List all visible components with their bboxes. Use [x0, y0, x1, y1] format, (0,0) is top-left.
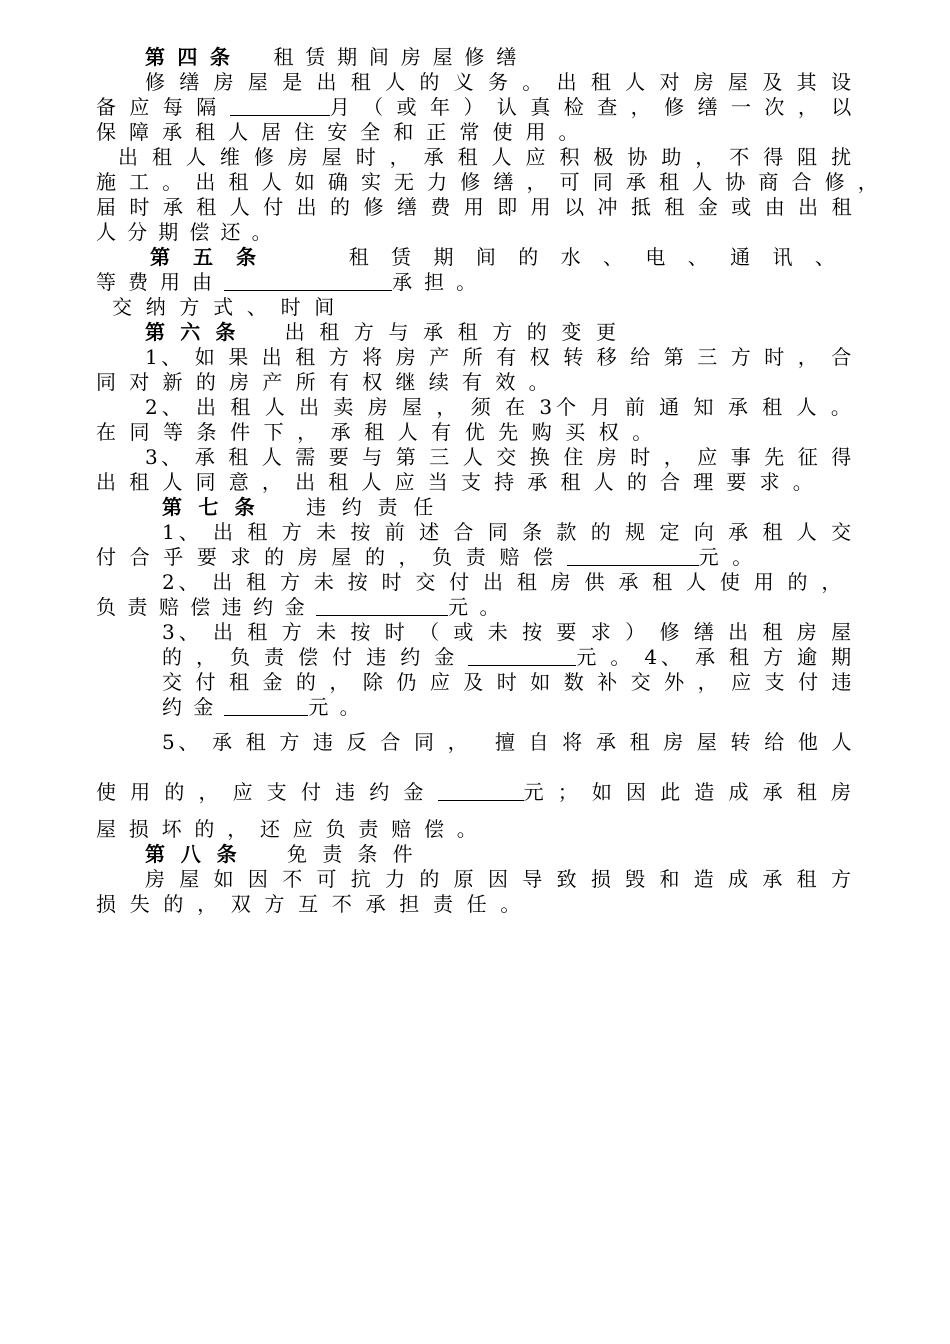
article-7-item3-line2 [162, 645, 855, 669]
line-text: 房 屋 如 因 不 可 抗 力 的 原 因 导 致 损 毁 和 造 成 承 租 方 [145, 867, 855, 891]
line-text: 1、 如 果 出 租 方 将 房 产 所 有 权 转 移 给 第 三 方 时 ， 合 [145, 345, 855, 369]
article-4-p2-line4 [96, 220, 274, 244]
article-5-line3 [112, 295, 338, 319]
article-5-line2 [96, 270, 479, 294]
line-text: 付 合 乎 要 求 的 房 屋 的 ， 负 责 赔 偿 [96, 545, 567, 569]
article-6-item2-line2 [96, 420, 656, 444]
line-text: 出 租 人 同 意 ， 出 租 人 应 当 支 持 承 租 人 的 合 理 要 求 。 [96, 470, 817, 494]
line-text: 5、 承 租 方 违 反 合 同 ， 擅 自 将 承 租 房 屋 转 给 他 人 [162, 730, 856, 754]
line-text: 负 责 赔 偿 违 约 金 [96, 595, 317, 619]
article-6-item3-line1 [145, 445, 855, 469]
line-text-after-blank: 元 。 4、 承 租 方 逾 期 [576, 645, 856, 669]
article-title: 租 赁 期 间 房 屋 修 缮 [232, 45, 519, 69]
article-7-item5-line2 [96, 780, 855, 804]
line-text: 使 用 的 ， 应 支 付 违 约 金 [96, 780, 438, 804]
line-text-after-blank: 元 ； 如 因 此 造 成 承 租 房 [523, 780, 855, 804]
article-number: 第 六 条 [145, 320, 240, 344]
line-text-after-blank: 承 担 。 [392, 270, 479, 294]
article-4-p1-line1 [145, 70, 855, 94]
line-text: 的 ， 负 责 偿 付 违 约 金 [162, 645, 469, 669]
article-title: 租 赁 期 间 的 水 、 电 、 通 讯 、 [263, 245, 843, 269]
line-text: 备 应 每 隔 [96, 95, 230, 119]
article-title: 违 约 责 任 [259, 495, 438, 519]
line-text: 屋 损 坏 的 ， 还 应 负 责 赔 偿 。 [96, 817, 480, 841]
line-text: 修 缮 房 屋 是 出 租 人 的 义 务 。 出 租 人 对 房 屋 及 其 设 [145, 70, 855, 94]
line-text: 约 金 [162, 695, 225, 719]
article-4-heading [145, 45, 519, 69]
article-4-p2-line1 [118, 145, 855, 169]
line-text: 2、 出 租 人 出 卖 房 屋 ， 须 在 3个 月 前 通 知 承 租 人 。 [145, 395, 855, 419]
line-text: 损 失 的 ， 双 方 互 不 承 担 责 任 。 [96, 892, 525, 916]
article-7-item4-line1 [162, 670, 855, 694]
article-6-item1-line2 [96, 370, 552, 394]
article-6-heading [145, 320, 620, 344]
article-title: 免 责 条 件 [241, 842, 418, 866]
line-text: 施 工 。 出 租 人 如 确 实 无 力 修 缮 ， 可 同 承 租 人 协 商 合 修 ， [96, 170, 882, 194]
line-text: 届 时 承 租 人 付 出 的 修 缮 费 用 即 用 以 冲 抵 租 金 或 由 出 租 [96, 195, 856, 219]
article-number: 第 八 条 [145, 842, 242, 866]
fill-in-blank[interactable] [230, 97, 330, 116]
article-number: 第 七 条 [162, 495, 260, 519]
fill-in-blank[interactable] [224, 697, 308, 716]
article-5-heading [150, 245, 843, 269]
article-4-p1-line2 [96, 95, 855, 119]
article-7-item2-line2 [96, 595, 502, 619]
line-text: 同 对 新 的 房 产 所 有 权 继 续 有 效 。 [96, 370, 553, 394]
fill-in-blank[interactable] [224, 272, 392, 291]
article-number: 第 四 条 [145, 45, 233, 69]
article-4-p1-line3 [96, 120, 582, 144]
article-7-item5-line1 [162, 730, 855, 754]
fill-in-blank[interactable] [438, 782, 524, 801]
line-text-after-blank: 元 。 [308, 695, 363, 719]
article-4-p2-line3 [96, 195, 855, 219]
article-title: 出 租 方 与 承 租 方 的 变 更 [239, 320, 621, 344]
article-7-item1-line1 [162, 520, 855, 544]
article-8-line1 [145, 867, 855, 891]
line-text: 3、 承 租 人 需 要 与 第 三 人 交 换 住 房 时 ， 应 事 先 征 得 [145, 445, 855, 469]
line-text: 交 纳 方 式 、 时 间 [112, 295, 338, 319]
article-number: 第 五 条 [150, 245, 264, 269]
line-text: 人 分 期 偿 还 。 [96, 220, 274, 244]
line-text: 保 障 承 租 人 居 住 安 全 和 正 常 使 用 。 [96, 120, 582, 144]
article-6-item1-line1 [145, 345, 855, 369]
article-7-item2-line1 [162, 570, 845, 594]
line-text-after-blank: 元 。 [448, 595, 503, 619]
fill-in-blank[interactable] [468, 647, 576, 666]
line-text: 在 同 等 条 件 下 ， 承 租 人 有 优 先 购 买 权 。 [96, 420, 656, 444]
fill-in-blank[interactable] [316, 597, 448, 616]
fill-in-blank[interactable] [567, 547, 699, 566]
article-4-p2-line2 [96, 170, 881, 194]
article-7-item1-line2 [96, 545, 756, 569]
article-6-item3-line2 [96, 470, 816, 494]
article-6-item2-line1 [145, 395, 855, 419]
article-7-item3-line1 [162, 620, 855, 644]
line-text: 3、 出 租 方 未 按 时 （ 或 未 按 要 求 ） 修 缮 出 租 房 屋 [162, 620, 856, 644]
line-text: 出 租 人 维 修 房 屋 时 ， 承 租 人 应 积 极 协 助 ， 不 得 阻 扰 [118, 145, 855, 169]
line-text: 2、 出 租 方 未 按 时 交 付 出 租 房 供 承 租 人 使 用 的 ， [162, 570, 846, 594]
line-text-after-blank: 元 。 [698, 545, 756, 569]
line-text-after-blank: 月 （ 或 年 ） 认 真 检 查 ， 修 缮 一 次 ， 以 [329, 95, 855, 119]
article-8-line2 [96, 892, 524, 916]
article-7-heading [162, 495, 438, 519]
line-text: 1、 出 租 方 未 按 前 述 合 同 条 款 的 规 定 向 承 租 人 交 [162, 520, 856, 544]
article-7-item4-line2 [162, 695, 362, 719]
line-text: 等 费 用 由 [96, 270, 225, 294]
article-7-item5-line3 [96, 817, 480, 841]
line-text: 交 付 租 金 的 ， 除 仍 应 及 时 如 数 补 交 外 ， 应 支 付 违 [162, 670, 856, 694]
article-8-heading [145, 842, 417, 866]
